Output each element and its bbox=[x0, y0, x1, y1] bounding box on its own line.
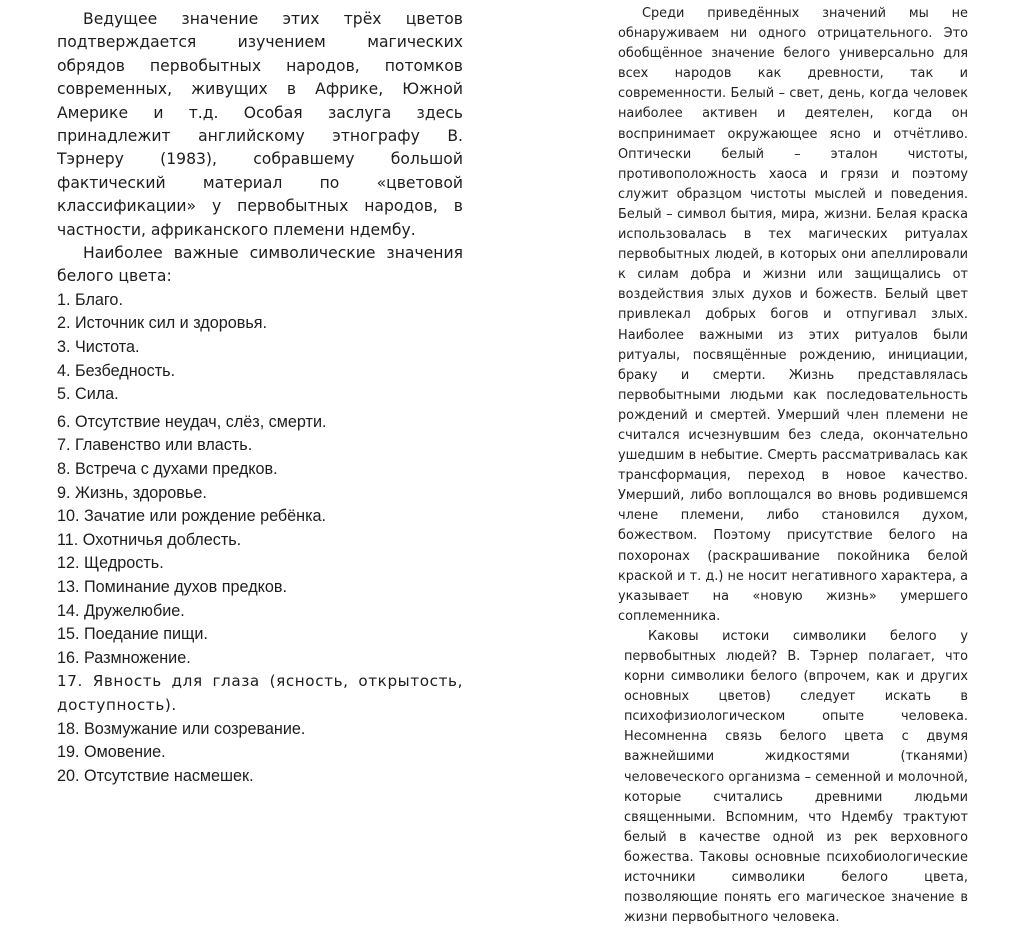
left-paragraph-2: Наиболее важные символические значения белого цвета: bbox=[57, 244, 463, 286]
right-column bbox=[618, 4, 968, 928]
left-page bbox=[0, 0, 512, 785]
list-item: 5. Сила. bbox=[57, 385, 119, 404]
left-column bbox=[57, 8, 463, 788]
list-item: 16. Размножение. bbox=[57, 648, 191, 667]
right-paragraph-2: Каковы истоки символики белого у первобытных людей? В. Тэрнер полагает, что корни символики белого (впрочем, как и других основных цветов) следует искать в психофизиологическом опыте человека. Несомненна связь белого цвета с двумя важнейшими жидкостями (тканями) человеческого организма – семенной и молочной, которые считались древними людьми священными. Вспомним, что Ндембу трактуют белый в качестве одной из рек верховного божества. Таковы основные психобиологические источники символики белого цвета, позволяющие понять его магическое значение в жизни первобытного человека. bbox=[624, 628, 968, 926]
list-item: 4. Безбедность. bbox=[57, 361, 176, 380]
list-item: 3. Чистота. bbox=[57, 338, 140, 357]
list-item: 6. Отсутствие неудач, слёз, смерти. bbox=[57, 412, 327, 431]
list-item: 18. Возмужание или созревание. bbox=[57, 719, 306, 738]
list-item: 10. Зачатие или рождение ребёнка. bbox=[57, 507, 327, 526]
list-item: 2. Источник сил и здоровья. bbox=[57, 314, 268, 333]
list-item: 12. Щедрость. bbox=[57, 554, 164, 573]
list-item: 1. Благо. bbox=[57, 290, 123, 309]
list-item: 7. Главенство или власть. bbox=[57, 436, 253, 455]
right-paragraph-1: Среди приведённых значений мы не обнаруживаем ни одного отрицательного. Это обобщённое значение белого универсально для всех народов как древности, так и современности. Белый – свет, день, когда человек наиболее активен и деятелен, когда он воспринимает окружающее ясно и отчётливо. Оптически белый – эталон чистоты, противоположность хаоса и грязи и поэтому служит образцом чистоты мыслей и поведения. Белый – символ бытия, мира, жизни. Белая краска использовалась в тех магических ритуалах первобытных людей, в которых они апеллировали к силам добра и жизни или защищались от воздействия злых духов и божеств. Белый цвет привлекал добрых богов и отпугивал злых. Наиболее важными из этих ритуалов были ритуалы, посвящённые рождению, инициации, браку и смерти. Жизнь представлялась первобытными людьми как последовательность рождений и смертей. Умерший член племени не считался исчезнувшим без следа, окончательно ушедшим в небытие. Смерть рассматривалась как трансформация, переход в новое качество. Умерший, либо воплощался во вновь родившемся члене племени, либо становился духом, божеством. Поэтому присутствие белого на похоронах (раскрашивание покойника белой краской и т. д.) не носит негативного характера, а указывает на «новую жизнь» умершего соплеменника. bbox=[618, 6, 968, 624]
list-item: 20. Отсутствие насмешек. bbox=[57, 766, 254, 785]
list-item: 15. Поедание пищи. bbox=[57, 625, 208, 644]
list-item: 11. Охотничья доблесть. bbox=[57, 530, 242, 549]
list-item: 19. Омовение. bbox=[57, 743, 166, 762]
list-item: 8. Встреча с духами предков. bbox=[57, 460, 278, 479]
list-item: 14. Дружелюбие. bbox=[57, 601, 185, 620]
left-paragraph-1: Ведущее значение этих трёх цветов подтверждается изучением магических обрядов первобытных народов, потомков современных, живущих в Африке, Южной Америке и т.д. Особая заслуга здесь принадлежит английскому этнографу В. Тэрнеру (1983), собравшему большой фактический материал по «цветовой классификации» у первобытных народов, в частности, африканского племени ндембу. bbox=[57, 10, 463, 239]
list-item: 17. Явность для глаза (ясность, открытость, доступность). bbox=[57, 672, 463, 714]
list-item: 13. Поминание духов предков. bbox=[57, 578, 288, 596]
white-meanings-list bbox=[57, 289, 463, 788]
list-item: 9. Жизнь, здоровье. bbox=[57, 483, 207, 502]
